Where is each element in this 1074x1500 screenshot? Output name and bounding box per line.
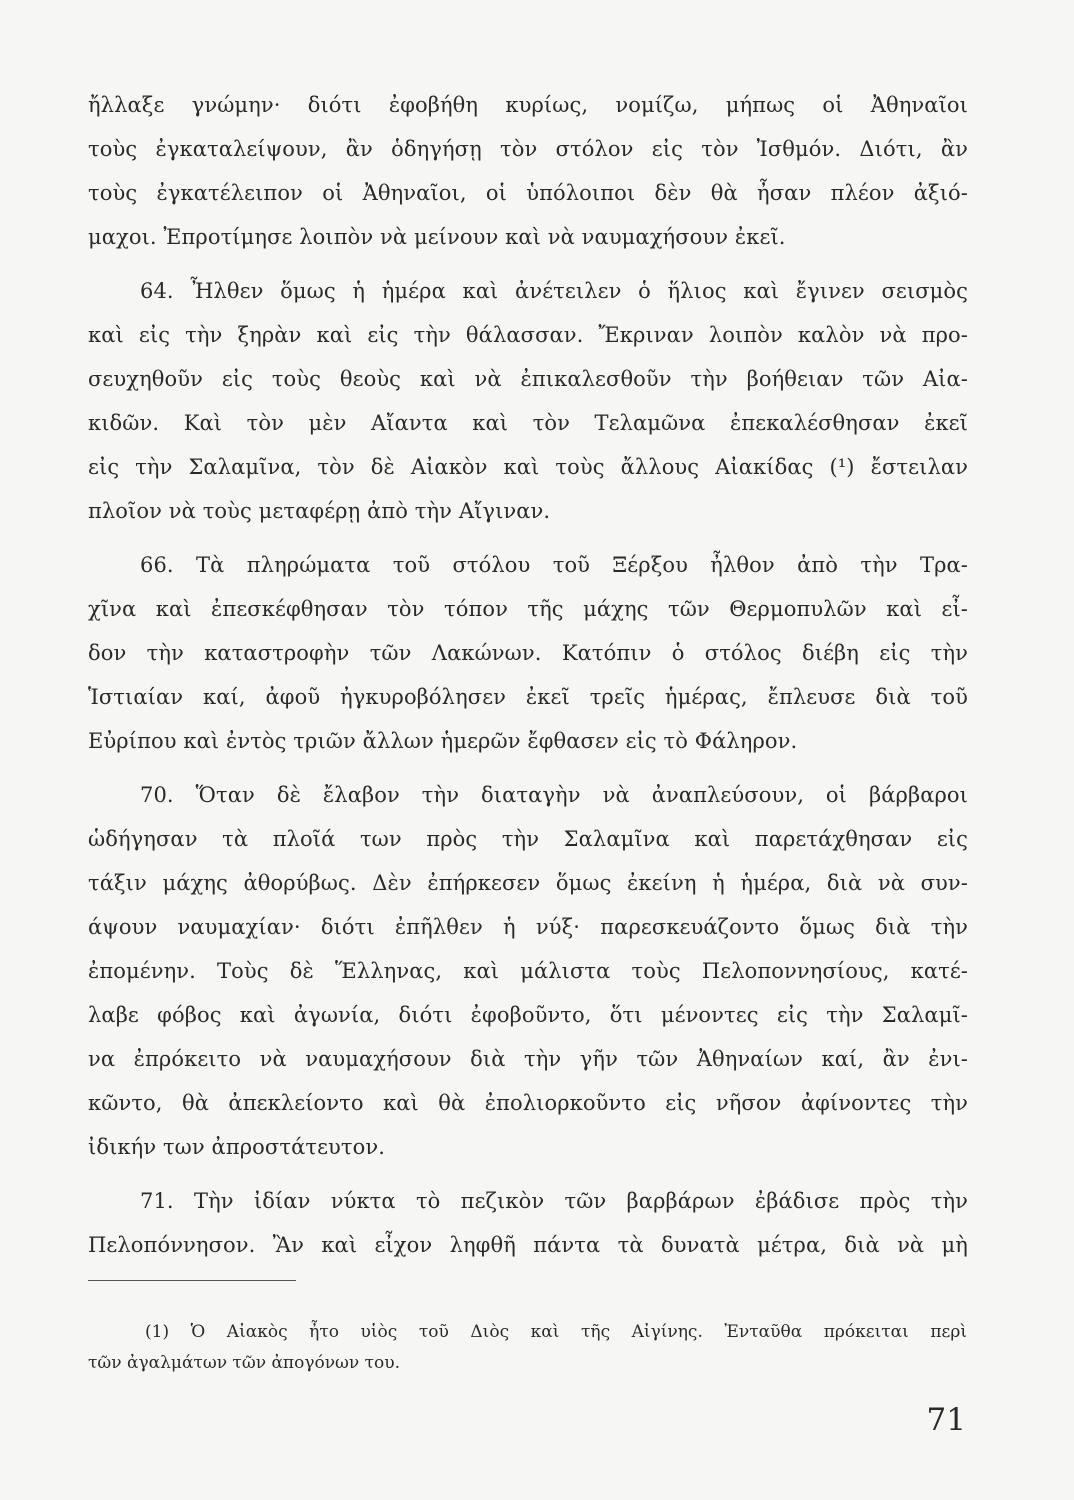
text-line: λαβε φόβος καὶ ἀγωνία, διότι ἐφοβοῦντο, ὅτι μένοντες εἰς τὴν Σαλαμῖ- <box>88 1003 968 1027</box>
text-line: ὡδήγησαν τὰ πλοῖά των πρὸς τὴν Σαλαμῖνα καὶ παρετάχθησαν εἰς <box>88 827 968 851</box>
footnote-rule <box>88 1280 296 1281</box>
text-line: χῖνα καὶ ἐπεσκέφθησαν τὸν τόπον τῆς μάχης τῶν Θερμοπυλῶν καὶ εἶ- <box>88 597 968 621</box>
text-line: άψουν ναυμαχίαν· διότι ἐπῆλθεν ἡ νύξ· παρεσκευάζοντο ὅμως διὰ τὴν <box>88 915 968 939</box>
text-line: ἰδικήν των ἀπροστάτευτον. <box>88 1135 386 1159</box>
text-line: μαχοι. Ἐπροτίμησε λοιπὸν νὰ μείνουν καὶ νὰ ναυμαχήσουν ἐκεῖ. <box>88 225 786 249</box>
text-line: ἤλλαξε γνώμην· διότι ἐφοβήθη κυρίως, νομίζω, μήπως οἱ Ἀθηναῖοι <box>88 93 968 117</box>
paragraph-start-64: 64. Ἦλθεν ὅμως ἡ ἡμέρα καὶ ἀνέτειλεν ὁ ἥλιος καὶ ἔγινεν σεισμὸς <box>140 279 968 303</box>
text-line: πλοῖον νὰ τοὺς μεταφέρῃ ἀπὸ τὴν Αἴγιναν. <box>88 499 551 523</box>
text-line: Ἱστιαίαν καί, ἀφοῦ ἠγκυροβόλησεν ἐκεῖ τρεῖς ἡμέρας, ἔπλευσε διὰ τοῦ <box>88 685 968 709</box>
text-line: Πελοπόννησον. Ἂν καὶ εἶχον ληφθῆ πάντα τὰ δυνατὰ μέτρα, διὰ νὰ μὴ <box>88 1233 968 1257</box>
text-line: Εὐρίπου καὶ ἐντὸς τριῶν ἄλλων ἡμερῶν ἔφθασεν εἰς τὸ Φάληρον. <box>88 729 798 753</box>
footnote-line: τῶν ἀγαλμάτων τῶν ἀπογόνων του. <box>88 1353 401 1373</box>
text-line: κιδῶν. Καὶ τὸν μὲν Αἴαντα καὶ τὸν Τελαμῶνα ἐπεκαλέσθησαν ἐκεῖ <box>88 411 968 435</box>
text-line: εἰς τὴν Σαλαμῖνα, τὸν δὲ Αἰακὸν καὶ τοὺς ἄλλους Αἰακίδας (¹) ἔστειλαν <box>88 455 968 479</box>
paragraph-start-71: 71. Τὴν ἰδίαν νύκτα τὸ πεζικὸν τῶν βαρβάρων ἐβάδισε πρὸς τὴν <box>140 1189 968 1213</box>
text-line: καὶ εἰς τὴν ξηρὰν καὶ εἰς τὴν θάλασσαν. Ἔκριναν λοιπὸν καλὸν νὰ προ- <box>88 323 968 347</box>
text-line: δον τὴν καταστροφὴν τῶν Λακώνων. Κατόπιν ὁ στόλος διέβη εἰς τὴν <box>88 641 968 665</box>
text-line: τάξιν μάχης ἀθορύβως. Δὲν ἐπήρκεσεν ὅμως ἐκείνη ἡ ἡμέρα, διὰ νὰ συν- <box>88 871 968 895</box>
page-number: 71 <box>926 1402 966 1438</box>
paragraph-start-66: 66. Τὰ πληρώματα τοῦ στόλου τοῦ Ξέρξου ἦλθον ἀπὸ τὴν Τρα- <box>140 553 968 577</box>
text-line: κῶντο, θὰ ἀπεκλείοντο καὶ θὰ ἐπολιορκοῦντο εἰς νῆσον ἀφίνοντες τὴν <box>88 1091 968 1115</box>
text-line: τοὺς ἐγκατέλειπον οἱ Ἀθηναῖοι, οἱ ὑπόλοιποι δὲν θὰ ἦσαν πλέον ἀξιό- <box>88 181 968 205</box>
text-line: σευχηθοῦν εἰς τοὺς θεοὺς καὶ νὰ ἐπικαλεσθοῦν τὴν βοήθειαν τῶν Αἰα- <box>88 367 968 391</box>
text-line: να ἐπρόκειτο νὰ ναυμαχήσουν διὰ τὴν γῆν τῶν Ἀθηναίων καί, ἂν ἐνι- <box>88 1047 968 1071</box>
text-line: τοὺς ἐγκαταλείψουν, ἂν ὁδηγήσῃ τὸν στόλον εἰς τὸν Ἰσθμόν. Διότι, ἂν <box>88 137 968 161</box>
text-line: ἐπομένην. Τοὺς δὲ Ἕλληνας, καὶ μάλιστα τοὺς Πελοποννησίους, κατέ- <box>88 959 968 983</box>
footnote-line: (1) Ὁ Αἰακὸς ἦτο υἱὸς τοῦ Διὸς καὶ τῆς Αἰγίνης. Ἐνταῦθα πρόκειται περὶ <box>145 1322 967 1342</box>
paragraph-start-70: 70. Ὅταν δὲ ἔλαβον τὴν διαταγὴν νὰ ἀναπλεύσουν, οἱ βάρβαροι <box>140 783 968 807</box>
